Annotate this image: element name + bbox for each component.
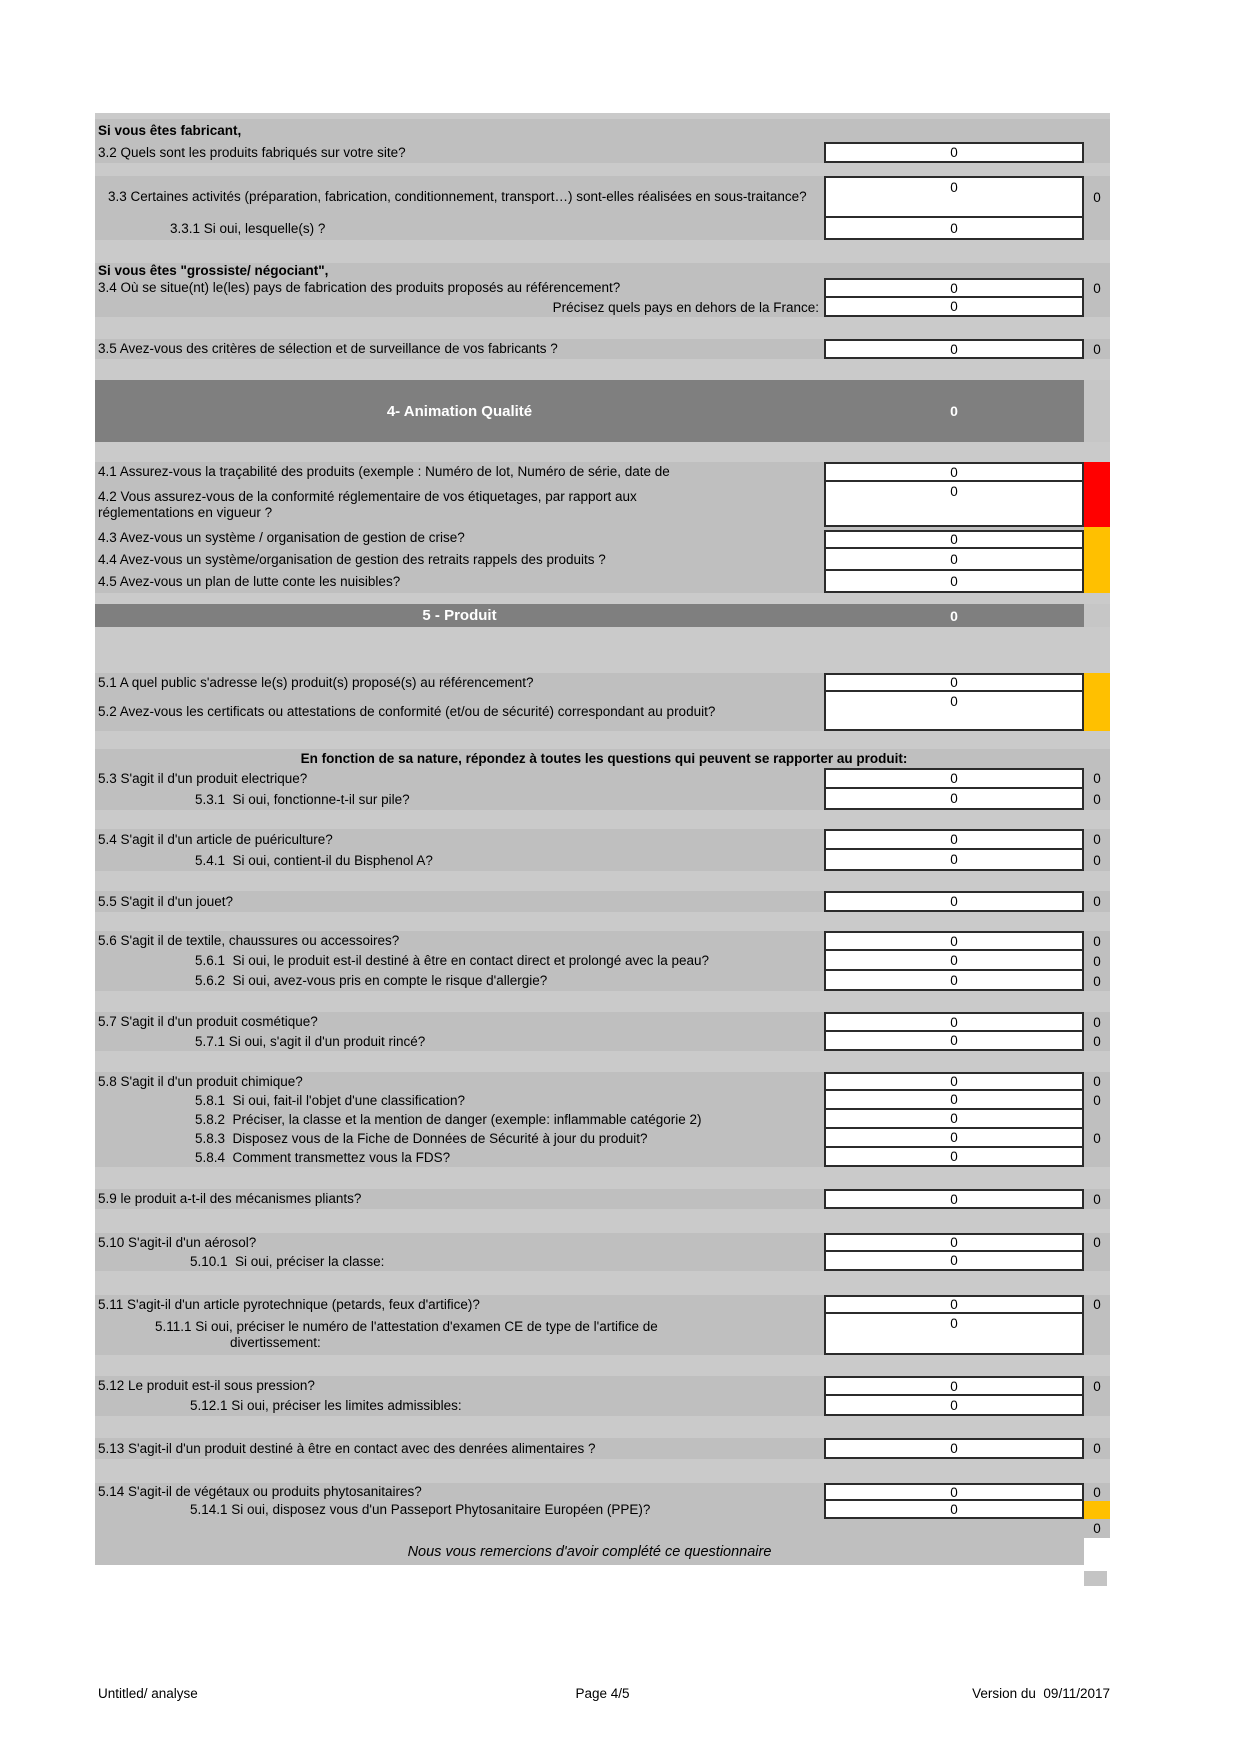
answer-cell[interactable]: 0: [824, 971, 1084, 991]
question-row: [95, 891, 1110, 912]
section-header-side-cell: [1084, 604, 1110, 627]
answer-box-column: [824, 1396, 1084, 1416]
section-score-value: 0: [950, 607, 958, 624]
question-row: [95, 1189, 1110, 1209]
question-label: 5.7.1 Si oui, s'agit il d'un produit rincé?: [195, 1033, 426, 1049]
question-label: 5.10.1 Si oui, préciser la classe:: [190, 1253, 385, 1269]
answer-box-column: [824, 931, 1084, 951]
page-footer: [95, 1686, 1110, 1706]
question-label-wrap: [95, 931, 824, 951]
question-row: [95, 1032, 1110, 1051]
answer-cell[interactable]: 0: [824, 1032, 1084, 1051]
question-label-wrap: [95, 789, 824, 810]
answer-cell[interactable]: 0: [824, 1252, 1084, 1271]
answer-cell[interactable]: 0: [824, 673, 1084, 692]
question-label: 5.1 A quel public s'adresse le(s) produit(s) proposé(s) au référencement?: [98, 674, 534, 690]
answer-box-column: [824, 1110, 1084, 1129]
answer-box-column: [824, 1483, 1084, 1501]
question-label-wrap: [95, 1091, 824, 1110]
answer-box-column: [824, 768, 1084, 789]
instruction-label: En fonction de sa nature, répondez à toutes les questions qui peuvent se rapporter au produit:: [300, 750, 908, 766]
question-label: 5.9 le produit a-t-il des mécanismes pliants?: [98, 1191, 362, 1207]
answer-box-column: [824, 850, 1084, 871]
spacer-row: [95, 1459, 1110, 1483]
spacer-row: [95, 810, 1110, 829]
spacer-row: [95, 1416, 1110, 1438]
question-label-wrap: [95, 1012, 824, 1032]
status-cell: [1084, 142, 1110, 163]
answer-cell[interactable]: 0: [824, 142, 1084, 163]
status-cell: [1084, 1396, 1110, 1416]
status-color-cell: [1084, 692, 1110, 731]
question-label-wrap: [95, 527, 824, 549]
question-row: [95, 1483, 1110, 1501]
question-label: 5.4.1 Si oui, contient-il du Bisphenol A?: [195, 852, 433, 868]
question-label: 5.8.2 Préciser, la classe et la mention de danger (exemple: inflammable catégorie 2): [195, 1111, 702, 1127]
question-label: 5.14 S'agit-il de végétaux ou produits phytosanitaires?: [98, 1484, 422, 1500]
status-cell: 0: [1093, 1014, 1101, 1030]
question-label: 5.8.3 Disposez vous de la Fiche de Données de Sécurité à jour du produit?: [195, 1130, 648, 1146]
instruction-label-wrap: [95, 749, 1110, 768]
trailing-gray-cell: [1084, 1571, 1107, 1586]
status-cell: 0: [1093, 894, 1101, 909]
answer-cell[interactable]: 0: [824, 768, 1084, 789]
answer-cell[interactable]: 0: [824, 298, 1084, 317]
empty-label: [95, 1519, 824, 1538]
question-row: [95, 1501, 1110, 1519]
answer-cell[interactable]: 0: [824, 1295, 1084, 1314]
answer-box-column: [824, 692, 1084, 731]
status-cell: 0: [1093, 1297, 1101, 1312]
spacer-row: [95, 1167, 1110, 1189]
answer-box-column: [824, 1233, 1084, 1252]
question-label-wrap: [95, 1314, 824, 1355]
answer-cell[interactable]: 0: [824, 1110, 1084, 1129]
status-cell: 0: [1093, 1034, 1101, 1049]
question-label-wrap: [95, 891, 824, 912]
answer-cell[interactable]: 0: [824, 218, 1084, 240]
answer-box-column: [824, 142, 1084, 163]
answer-box-column: [824, 527, 1084, 549]
question-label-wrap: [95, 768, 824, 789]
question-row: [95, 1072, 1110, 1091]
question-row: [95, 527, 1110, 549]
question-label: 4.1 Assurez-vous la traçabilité des produits (exemple : Numéro de lot, Numéro de série, date de: [98, 464, 670, 480]
question-label: 3.3 Certaines activités (préparation, fabrication, conditionnement, transport…) sont-elles réalisées en sous-traitance?: [108, 189, 807, 205]
question-label-wrap: [95, 1032, 824, 1051]
thanks-text: Nous vous remercions d'avoir complété ce questionnaire: [407, 1543, 772, 1560]
question-row: [95, 1129, 1110, 1148]
status-color-cell: [1084, 549, 1110, 571]
thanks-side-cell: [1084, 1538, 1110, 1565]
question-row: [95, 951, 1110, 971]
answer-cell[interactable]: 0: [824, 891, 1084, 912]
answer-box-column: [824, 891, 1084, 912]
question-row: [95, 1233, 1110, 1252]
answer-cell[interactable]: 0: [824, 1233, 1084, 1252]
spacer-row: [95, 871, 1110, 891]
question-label-wrap: [95, 278, 824, 298]
question-row: [95, 571, 1110, 593]
status-cell: 0: [1093, 1093, 1101, 1108]
status-cell: 0: [1093, 953, 1101, 969]
empty-box-column: [824, 1519, 1084, 1538]
answer-box-column: [824, 829, 1084, 850]
status-cell: 0: [1093, 853, 1101, 868]
question-row: [95, 1148, 1110, 1167]
question-label: 4.3 Avez-vous un système / organisation de gestion de crise?: [98, 530, 465, 546]
spacer-row: [95, 163, 1110, 176]
spacer-row: [95, 317, 1110, 339]
spacer-row: [95, 1051, 1110, 1072]
question-label-wrap: [95, 1501, 824, 1519]
answer-box-column: [824, 1129, 1084, 1148]
spacer-row: [95, 1209, 1110, 1233]
answer-cell[interactable]: 0: [824, 789, 1084, 810]
status-color-cell: [1084, 571, 1110, 593]
answer-cell[interactable]: 0: [824, 850, 1084, 871]
question-label: 5.12 Le produit est-il sous pression?: [98, 1378, 315, 1394]
answer-cell[interactable]: 0: [824, 1091, 1084, 1110]
question-label-wrap: [95, 1483, 824, 1501]
answer-box-column: [824, 549, 1084, 571]
answer-box-column: [824, 339, 1084, 359]
question-label: 3.5 Avez-vous des critères de sélection et de surveillance de vos fabricants ?: [98, 341, 558, 357]
answer-box-column: [824, 218, 1084, 240]
question-label: 5.10 S'agit-il d'un aérosol?: [98, 1234, 257, 1250]
answer-box-column: [824, 673, 1084, 692]
answer-cell[interactable]: 0: [824, 1314, 1084, 1355]
answer-box-column: [824, 1012, 1084, 1032]
question-row: [95, 176, 1110, 218]
question-label-wrap: [95, 482, 824, 527]
question-label-wrap: [95, 829, 824, 850]
answer-cell[interactable]: 0: [824, 571, 1084, 593]
question-label: 5.6.1 Si oui, le produit est-il destiné à être en contact direct et prolongé avec la peau?: [195, 953, 710, 969]
answer-cell[interactable]: 0: [824, 1483, 1084, 1501]
intro-row: [95, 119, 1110, 142]
status-cell: 0: [1093, 341, 1101, 357]
question-row: [95, 673, 1110, 692]
question-label: 4.4 Avez-vous un système/organisation de gestion des retraits rappels des produits ?: [98, 552, 606, 568]
question-row: [95, 462, 1110, 482]
status-cell: 0: [1093, 771, 1101, 786]
answer-cell[interactable]: 0: [824, 931, 1084, 951]
question-label: 5.12.1 Si oui, préciser les limites admissibles:: [190, 1398, 462, 1414]
question-label-wrap: [95, 298, 824, 317]
spacer-row: [95, 359, 1110, 380]
answer-box-column: [824, 278, 1084, 298]
intro-label: Si vous êtes "grossiste/ négociant",: [98, 263, 329, 278]
section-header-title: 5 - Produit: [422, 607, 497, 624]
question-label: 5.3 S'agit il d'un produit electrique?: [98, 770, 308, 786]
question-label-wrap: [95, 971, 824, 991]
answer-cell[interactable]: 0: [824, 278, 1084, 298]
spacer-row: [95, 442, 1110, 462]
question-row: [95, 218, 1110, 240]
question-label-wrap: [95, 549, 824, 571]
answer-box-column: [824, 1295, 1084, 1314]
answer-box-column: [824, 1252, 1084, 1271]
footer-page-number: Page 4/5: [575, 1686, 630, 1701]
question-row: [95, 549, 1110, 571]
answer-box-column: [824, 462, 1084, 482]
answer-cell[interactable]: 0: [824, 482, 1084, 527]
intro-label-wrap: [95, 263, 1110, 278]
spacer-row: [95, 1271, 1110, 1295]
question-label: 4.5 Avez-vous un plan de lutte conte les nuisibles?: [98, 574, 401, 590]
question-label-wrap: [95, 1376, 824, 1396]
status-cell: [1084, 218, 1110, 240]
question-row: [95, 931, 1110, 951]
question-label: 5.13 S'agit-il d'un produit destiné à être en contact avec des denrées alimentaires ?: [98, 1440, 596, 1456]
spacer-row: [95, 240, 1110, 263]
status-cell: 0: [1093, 1191, 1101, 1207]
section-header-band: [95, 604, 1084, 627]
question-label-wrap: [95, 142, 824, 163]
question-label: 5.8 S'agit il d'un produit chimique?: [98, 1073, 303, 1089]
section-header-title: 4- Animation Qualité: [386, 402, 533, 420]
answer-box-column: [824, 1189, 1084, 1209]
question-label-wrap: [95, 1438, 824, 1459]
answer-cell[interactable]: 0: [824, 176, 1084, 218]
status-cell: [1084, 1148, 1110, 1167]
question-label: 5.4 S'agit il d'un article de puériculture?: [98, 831, 333, 847]
question-label-wrap: [95, 571, 824, 593]
answer-box-column: [824, 298, 1084, 317]
question-row: [95, 1376, 1110, 1396]
question-label: 5.11 S'agit-il d'un article pyrotechnique (petards, feux d'artifice)?: [98, 1296, 480, 1312]
status-cell: 0: [1093, 792, 1101, 807]
status-cell: 0: [1093, 1441, 1101, 1456]
question-label: 5.6.2 Si oui, avez-vous pris en compte le risque d'allergie?: [195, 973, 548, 989]
status-cell: 0: [1093, 280, 1101, 296]
status-cell: 0: [1093, 1235, 1101, 1250]
status-cell: 0: [1093, 1131, 1101, 1146]
question-label: 5.8.1 Si oui, fait-il l'objet d'une classification?: [195, 1092, 466, 1108]
question-label: 3.4 Où se situe(nt) le(les) pays de fabrication des produits proposés au référencement?: [98, 280, 621, 296]
score-row: [95, 1519, 1110, 1538]
answer-box-column: [824, 1091, 1084, 1110]
answer-box-column: [824, 951, 1084, 971]
question-label-wrap: [95, 1233, 824, 1252]
section-4-header: [95, 380, 1110, 442]
instruction-row: [95, 749, 1110, 768]
intro-label: Si vous êtes fabricant,: [98, 122, 242, 138]
answer-box-column: [824, 1438, 1084, 1459]
section-5-header: [95, 604, 1110, 627]
question-row: [95, 768, 1110, 789]
question-label: 5.2 Avez-vous les certificats ou attestations de conformité (et/ou de sécurité) correspondant au produit?: [98, 703, 716, 719]
question-row: [95, 692, 1110, 731]
question-label-wrap: [95, 1396, 824, 1416]
status-cell: [1084, 298, 1110, 317]
status-cell: 0: [1093, 189, 1101, 205]
answer-cell[interactable]: 0: [824, 1189, 1084, 1209]
question-label-wrap: [95, 951, 824, 971]
question-row: [95, 1091, 1110, 1110]
status-cell: [1084, 1252, 1110, 1271]
answer-cell[interactable]: 0: [824, 549, 1084, 571]
answer-box-column: [824, 176, 1084, 218]
question-row: [95, 1012, 1110, 1032]
status-color-cell: [1084, 1501, 1110, 1519]
status-cell: 0: [1093, 933, 1101, 949]
question-label-wrap: [95, 1110, 824, 1129]
question-label: 5.6 S'agit il de textile, chaussures ou accessoires?: [98, 933, 400, 949]
answer-cell[interactable]: 0: [824, 1129, 1084, 1148]
questionnaire-sheet: [95, 113, 1110, 1565]
spacer-row: [95, 593, 1110, 604]
question-label-wrap: [95, 673, 824, 692]
spacer-row: [95, 912, 1110, 931]
question-label-wrap: [95, 1295, 824, 1314]
question-label-wrap: [95, 1072, 824, 1091]
question-row: [95, 850, 1110, 871]
question-row: [95, 1396, 1110, 1416]
answer-box-column: [824, 571, 1084, 593]
spacer-row: [95, 991, 1110, 1012]
question-label: 5.5 S'agit il d'un jouet?: [98, 893, 233, 909]
answer-cell[interactable]: 0: [824, 1376, 1084, 1396]
answer-cell[interactable]: 0: [824, 1148, 1084, 1167]
answer-cell[interactable]: 0: [824, 1438, 1084, 1459]
spacer-row: [95, 731, 1110, 749]
question-label: 5.8.4 Comment transmettez vous la FDS?: [195, 1149, 451, 1165]
question-row: [95, 1252, 1110, 1271]
question-label-wrap: [95, 176, 824, 218]
footer-version: Version du 09/11/2017: [972, 1686, 1110, 1701]
status-cell: [1084, 1314, 1110, 1355]
question-label: 5.14.1 Si oui, disposez vous d'un Passeport Phytosanitaire Européen (PPE)?: [190, 1502, 651, 1518]
thanks-row: [95, 1538, 1110, 1565]
question-label: Précisez quels pays en dehors de la France:: [552, 299, 819, 315]
answer-cell[interactable]: 0: [824, 1012, 1084, 1032]
answer-box-column: [824, 1376, 1084, 1396]
status-cell: [1084, 1110, 1110, 1129]
status-color-cell: [1084, 527, 1110, 549]
section-header-band: [95, 380, 1084, 442]
answer-box-column: [824, 789, 1084, 810]
score-cell: 0: [1093, 1521, 1101, 1536]
question-row: [95, 298, 1110, 317]
question-label: 4.2 Vous assurez-vous de la conformité réglementaire de vos étiquetages, par rapport aux réglementations en vigueur ?: [98, 489, 641, 520]
question-row: [95, 829, 1110, 850]
spacer-row: [95, 1355, 1110, 1376]
intro-row: [95, 263, 1110, 278]
question-label: 5.11.1 Si oui, préciser le numéro de l'attestation d'examen CE de type de l'artifice de divertissement:: [155, 1319, 662, 1350]
answer-box-column: [824, 1032, 1084, 1051]
section-score-value: 0: [950, 403, 958, 419]
question-row: [95, 142, 1110, 163]
status-cell: 0: [1093, 1074, 1101, 1089]
answer-cell[interactable]: 0: [824, 692, 1084, 731]
section-header-side-cell: [1084, 380, 1110, 442]
question-label-wrap: [95, 692, 824, 731]
spacer-row: [95, 627, 1110, 673]
thanks-main: [95, 1538, 1084, 1565]
question-label: 5.7 S'agit il d'un produit cosmétique?: [98, 1014, 318, 1030]
status-cell: 0: [1093, 973, 1101, 989]
question-row: [95, 1110, 1110, 1129]
question-label-wrap: [95, 1148, 824, 1167]
question-label: 5.3.1 Si oui, fonctionne-t-il sur pile?: [195, 791, 410, 807]
question-row: [95, 1438, 1110, 1459]
status-cell: 0: [1093, 1484, 1101, 1500]
answer-cell[interactable]: 0: [824, 1396, 1084, 1416]
question-label-wrap: [95, 462, 824, 482]
status-color-cell: [1084, 462, 1110, 482]
question-row: [95, 482, 1110, 527]
intro-label-wrap: [95, 119, 1110, 142]
question-label-wrap: [95, 1129, 824, 1148]
question-label-wrap: [95, 339, 824, 359]
answer-cell[interactable]: 0: [824, 829, 1084, 850]
answer-cell[interactable]: 0: [824, 951, 1084, 971]
status-color-cell: [1084, 482, 1110, 527]
question-row: [95, 278, 1110, 298]
question-label: 3.2 Quels sont les produits fabriqués sur votre site?: [98, 144, 406, 160]
question-row: [95, 1295, 1110, 1314]
answer-box-column: [824, 1148, 1084, 1167]
answer-cell[interactable]: 0: [824, 1072, 1084, 1091]
question-row: [95, 971, 1110, 991]
status-cell: 0: [1093, 832, 1101, 847]
question-label-wrap: [95, 1189, 824, 1209]
question-row: [95, 1314, 1110, 1355]
question-label-wrap: [95, 218, 824, 240]
status-cell: 0: [1093, 1378, 1101, 1394]
answer-box-column: [824, 1072, 1084, 1091]
answer-box-column: [824, 1501, 1084, 1519]
footer-document-title: Untitled/ analyse: [98, 1686, 198, 1701]
question-row: [95, 339, 1110, 359]
answer-box-column: [824, 482, 1084, 527]
question-label-wrap: [95, 1252, 824, 1271]
question-label: 3.3.1 Si oui, lesquelle(s) ?: [170, 221, 326, 237]
answer-cell[interactable]: 0: [824, 462, 1084, 482]
answer-cell[interactable]: 0: [824, 1501, 1084, 1519]
question-label-wrap: [95, 850, 824, 871]
answer-box-column: [824, 1314, 1084, 1355]
answer-cell[interactable]: 0: [824, 339, 1084, 359]
question-row: [95, 789, 1110, 810]
answer-box-column: [824, 971, 1084, 991]
status-color-cell: [1084, 673, 1110, 692]
answer-cell[interactable]: 0: [824, 530, 1084, 549]
